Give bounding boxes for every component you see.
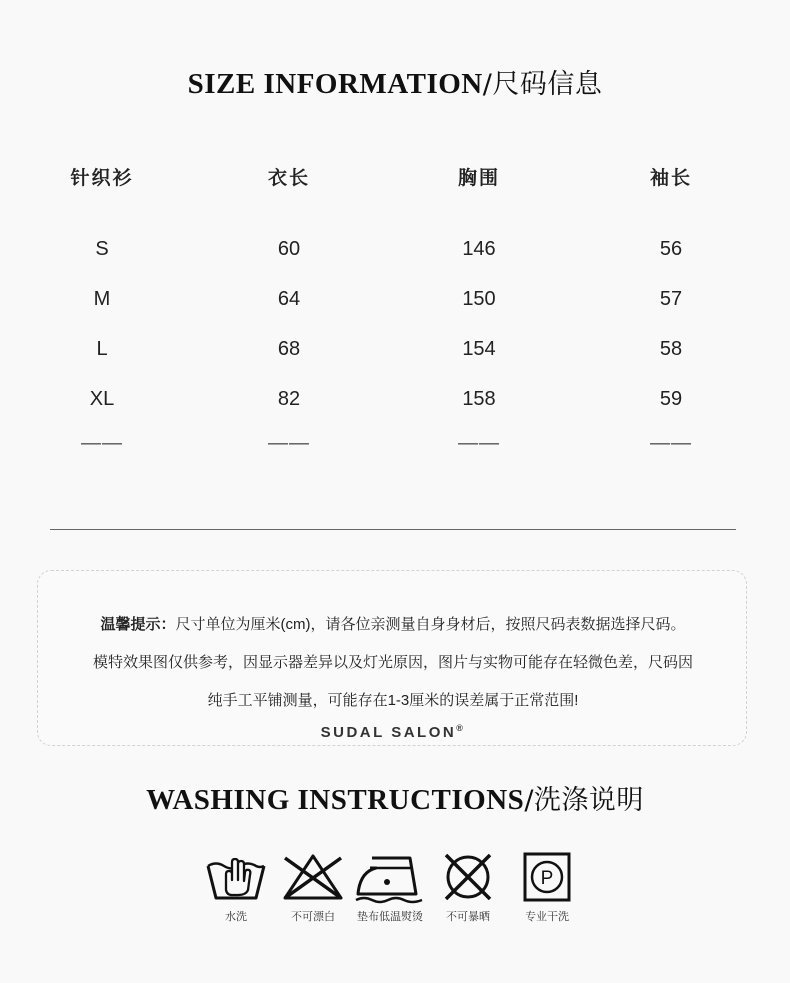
table-cell-chest: 150: [462, 288, 496, 310]
washing-title-cn: /洗涤说明: [524, 785, 644, 816]
wash-label: 垫布低温熨烫: [357, 910, 423, 923]
professional-dry-clean-icon: [515, 850, 579, 904]
table-cell-size: S: [95, 238, 109, 260]
size-info-title-en: SIZE INFORMATION: [187, 68, 483, 100]
notice-line-2: 模特效果图仅供参考，因显示器差异以及灯光原因，图片与实物可能存在轻微色差，尺码因: [92, 654, 693, 671]
wash-item-iron: [345, 850, 435, 924]
section-divider: [50, 529, 736, 530]
table-cell-chest: ——: [458, 432, 500, 454]
brand-name: SUDAL SALON: [320, 724, 457, 741]
table-cell-size: ——: [81, 432, 123, 454]
table-cell-size: XL: [89, 388, 115, 410]
table-cell-sleeve: 59: [659, 388, 683, 410]
table-cell-length: ——: [268, 432, 310, 454]
size-info-title: [0, 62, 790, 101]
notice-box: [37, 570, 747, 746]
notice-line-1: [38, 613, 748, 634]
wash-label: 专业干洗: [525, 910, 569, 923]
wash-label: 不可漂白: [291, 910, 335, 923]
brand-logo: [38, 723, 748, 741]
no-bleach-icon: [281, 850, 345, 904]
wash-label: 不可暴晒: [446, 910, 490, 923]
table-cell-length: 64: [277, 288, 301, 310]
table-cell-sleeve: 57: [659, 288, 683, 310]
hand-wash-icon: [204, 850, 268, 904]
table-cell-size: L: [96, 338, 108, 360]
table-cell-chest: 158: [462, 388, 496, 410]
table-cell-chest: 146: [462, 238, 496, 260]
table-cell-length: 60: [277, 238, 301, 260]
washing-instructions-title: [0, 778, 790, 817]
wash-item-dry-clean: [502, 850, 592, 924]
table-cell-sleeve: 56: [659, 238, 683, 260]
table-cell-sleeve: 58: [659, 338, 683, 360]
wash-label: 水洗: [225, 910, 247, 923]
table-cell-chest: 154: [462, 338, 496, 360]
table-cell-length: 68: [277, 338, 301, 360]
table-header-garment: 针织衫: [70, 168, 134, 189]
wash-item-no-tumble-dry: [423, 850, 513, 924]
table-header-chest: 胸围: [457, 168, 500, 189]
size-info-title-cn: /尺码信息: [482, 69, 603, 100]
notice-label: 温馨提示：: [100, 616, 176, 633]
notice-text-1: 尺寸单位为厘米(cm)，请各位亲测量自身身材后，按照尺码表数据选择尺码。: [175, 616, 686, 633]
registered-mark: ®: [456, 723, 466, 733]
no-tumble-dry-icon: [436, 850, 500, 904]
table-cell-length: 82: [277, 388, 301, 410]
notice-line-3: 纯手工平铺测量，可能存在1-3厘米的误差属于正常范围!: [207, 692, 579, 709]
table-cell-sleeve: ——: [650, 432, 692, 454]
table-header-length: 衣长: [267, 168, 310, 189]
iron-with-cloth-icon: [354, 850, 426, 904]
svg-text:P: P: [540, 868, 554, 889]
washing-title-en: WASHING INSTRUCTIONS: [146, 784, 525, 816]
table-cell-size: M: [93, 288, 111, 310]
table-header-sleeve: 袖长: [649, 168, 692, 189]
